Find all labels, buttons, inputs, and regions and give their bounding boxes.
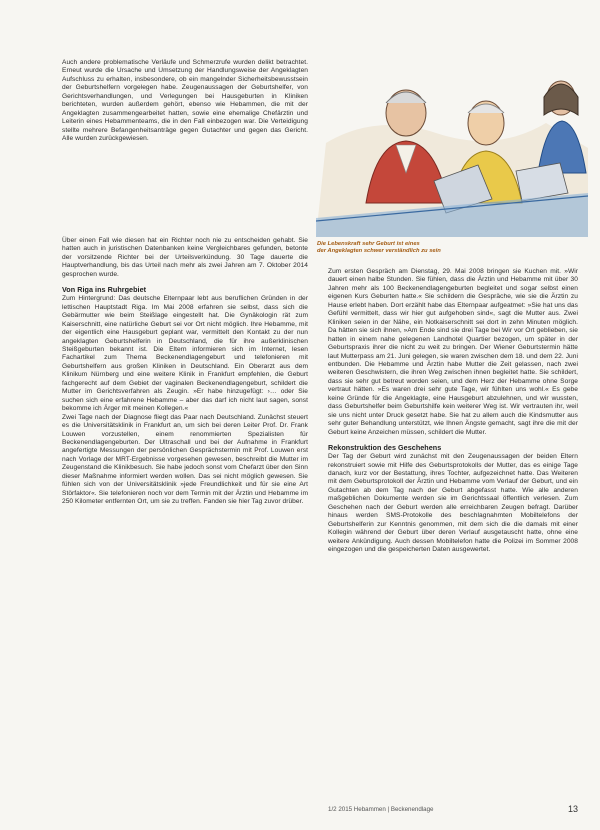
page-number: 13	[567, 804, 578, 814]
left-column	[62, 237, 308, 507]
left-paragraph-3: Zwei Tage nach der Diagnose fliegt das Paar nach Deutschland. Zunächst steuert es die Universitätsklinik in Frankfurt an, um sich bei deren Leiter Prof. Dr. Frank Louwen vorzustellen, einem renommierten Spezialisten für Beckenendlagengeburten. Der Ultraschall und bei der Aufnahme in Frankfurt angefertigte Messungen der persönlichen Gesprächstermin mit Prof. Louwen erst nach Vorlage der MRT-Ergebnisse vorgesehen gewesen, beschreibt die Mutter im Zeugenstand die Klinikbesuch. Sie habe jedoch sonst vom Chefarzt über den Sinn dieser Maßnahme informiert werden wollen. Das sei nicht möglich gewesen. Sie fühlen sich von der Universitätsklinik »jede Freundlichkeit und für sie eine Art Störfaktor«. Sie telefonieren noch vor dem Termin mit der Ärztin und Hebamme im 250 Kilometer entfernten Ort, um sie zu treffen. Fanden sie hier Tag zuvor drüber.	[62, 413, 308, 506]
footer-text: 1/2 2015 Hebammen | Beckenendlage	[328, 805, 434, 813]
courtroom-illustration	[316, 53, 588, 237]
intro-paragraph: Auch andere problematische Verläufe und Schmerzrufe wurden delikt betrachtet. Erneut wurde die Ursache und Umsetzung der Handlungsweise der Angeklagten Aufschluss zu erhalten, insbesondere, ob ein mangelnder Sicherheitsbewusstsein der Geburtshelfern vorgelegen habe. Zeugenaussagen der Geburtshelfer, von Gerichtsverhandlungen, und Verlegungen bei Hausgeburten in Kliniken berichteten, wurden außerdem gehört, ebenso wie Hebammen, die mit der Angeklagten zusammengearbeitet hatten, sowie eine ehemalige Chefärztin und Leiterin eines Hebammenteams, die in den Fall einbezogen war. Die Verteidigung stellte mehrere Befangenheitsanträge gegen Gutachter und gegen das Gericht. Alle wurden zurückgewiesen.	[62, 59, 308, 143]
right-paragraph-2: Der Tag der Geburt wird zunächst mit den Zeugenaussagen der beiden Eltern rekonstruiert sowie mit Hilfe des Geburtsprotokolls der Mutter, das es einige Tage danach, kurz vor der Bestattung, ihres Tochter, aufgezeichnet hatte. Das Weiteren mit dem Geburtsprotokoll der Ärztin und Hebamme vom Verlauf der Geburt, und ein Gutachten ab dem Tag nach der Geburt abgefasst hatte. Wie alle anderen maßgeblichen Dokumente werden sie im Gerichtssaal öffentlich verlesen. Zum Geschehen nach der Geburt werden alle erreichbaren Zeugen befragt. Darüber hinaus werden SMS-Protokolle des beschlagnahmten Mobiltelefons der Geburtshelferin zur Kenntnis genommen, mit dem sich die die damals mit einer Kollegin während der Geburt über deren Verlauf ausgetauscht hatte, ohne eine weitere Ankündigung. Auch dessen Mobiltelefon hatte die Polizei im Sommer 2008 eingezogen und die gespeicherten Daten ausgewertet.	[328, 453, 578, 554]
caption-line-2: der Angeklagten schwer verständlich zu sein	[317, 248, 441, 255]
section-heading-riga: Von Riga ins Ruhrgebiet	[62, 285, 147, 295]
left-paragraph-1: Über einen Fall wie diesen hat ein Richter noch nie zu entscheiden gehabt. Sie hatten auch in juristischen Datenbanken keine Vergleichbares gefunden, betonte der vorsitzende Richter bei der Urteilsverkündung. 30 Tage dauerte die Hauptverhandlung, bis das Urteil nach mehr als zwei Jahren am 7. Oktober 2014 gesprochen wurde.	[62, 237, 308, 278]
left-paragraph-2: Zum Hintergrund: Das deutsche Elternpaar lebt aus beruflichen Gründen in der lettischen Hauptstadt Riga. Im Mai 2008 erfahren sie selbst, dass sich die Gebärmutter wie beim Steißlage eingestellt hat. Die Gynäkologin rät zum Kaiserschnitt, eine natürliche Geburt sei vor Ort nicht möglich. Ihre Hebamme, mit der eigentlich eine Hausgeburt geplant war, vermittelt den Kontakt zu der nun angeklagten Geburtshelferin in Deutschland, die für ihre außerklinischen Steißgeburten bekannt ist. Die Eltern informieren sich im Internet, lesen Fachartikel zum Thema Beckenendlagengeburt und telefonieren mit Geburtshelfern aus großen Kliniken in Deutschland. Ein Oberarzt aus dem Klinikum Nürnberg und eine weitere Klinik in Frankfurt empfehlen, die Geburt fachgerecht auf dem Gebiet der vaginalen Beckenendlagengeburt, schildert die Mutter im Gerichtsverfahren als Zeugin. »Er habe hinzugefügt: ›… oder Sie suchen sich eine erfahrene Hebamme – aber das darf ich nicht laut sagen, sonst bekomme ich Ärger mit meinen Kollegen.«	[62, 295, 308, 413]
right-paragraph-1: Zum ersten Gespräch am Dienstag, 29. Mai 2008 bringen sie Kuchen mit. »Wir dauert einen halbe Stunden. Sie fühlen, dass die Ärztin und Hebamme mit über 30 Jahren mehr als 100 Beckenendlagengeburten begleitet und sogar selbst einen eigenen Kurs Geburten hatte.« Sie schildern die Gespräche, wie sie die Ärztin zu Hause erlebt haben. Dort erzählt habe das Elternpaar aufgeatmet: »Sie hat uns das Gefühl vermittelt, dass wir hier gut aufgehoben sind«, sagt die Mutter aus. Zwei Kliniken seien in der Nähe, ein Notkaiserschnitt sei dort in zehn Minuten möglich. Da hätten sie sich ihnen, »Am Ende sind sie drei Tage bei Wir vor Ort geblieben, sie hatten in einem nahe gelegenen Landhotel Quartier bezogen, um später in der Geburtspraxis ihrer die nicht zu weit zu bringen. Der Wiener Geburtstermin hätte laut Mutterpass am 21. Juni gelegen, sie waren zwischen dem 18. und dem 22. Juni entbunden. Die Hebamme und Ärztin habe Mutter die Zeit gelassen, nach zwei weiteren Geschwistern, die ihren Weg zwischen ihnen begleitet hatte. Sie schildert, dass sie sehr gut betreut worden seien, und dem Herz der Hebamme ohne Sorge vertraut hätten. »Es waren drei sehr gute Tage, wir fühlten uns wohl.« Es gebe keine Gründe für die Angeklagte, eine Hausgeburt abzulehnen, und wir wussten, dass Geburtshelfer beim Geburtshilfe kein weiterer Weg ist. Wir vertrauten ihr, weil sie uns nicht unter Druck gesetzt habe. Sie hat zu allem auch die Kindsmutter aus sehr guter Behandlung unterstützt, wie Ihnen Ängste gemacht, sagt ihre die mit der Geburt keine Anzeichen müssen, schildert die Mutter.	[328, 268, 578, 436]
page-footer	[328, 804, 578, 814]
intro-column	[62, 59, 308, 144]
caption-line-1: Die Lebenskraft sehr Geburt ist eines	[317, 241, 420, 247]
section-heading-reconstruction: Rekonstruktion des Geschehens	[328, 443, 442, 453]
illustration-caption	[317, 241, 577, 255]
right-column	[328, 268, 578, 555]
